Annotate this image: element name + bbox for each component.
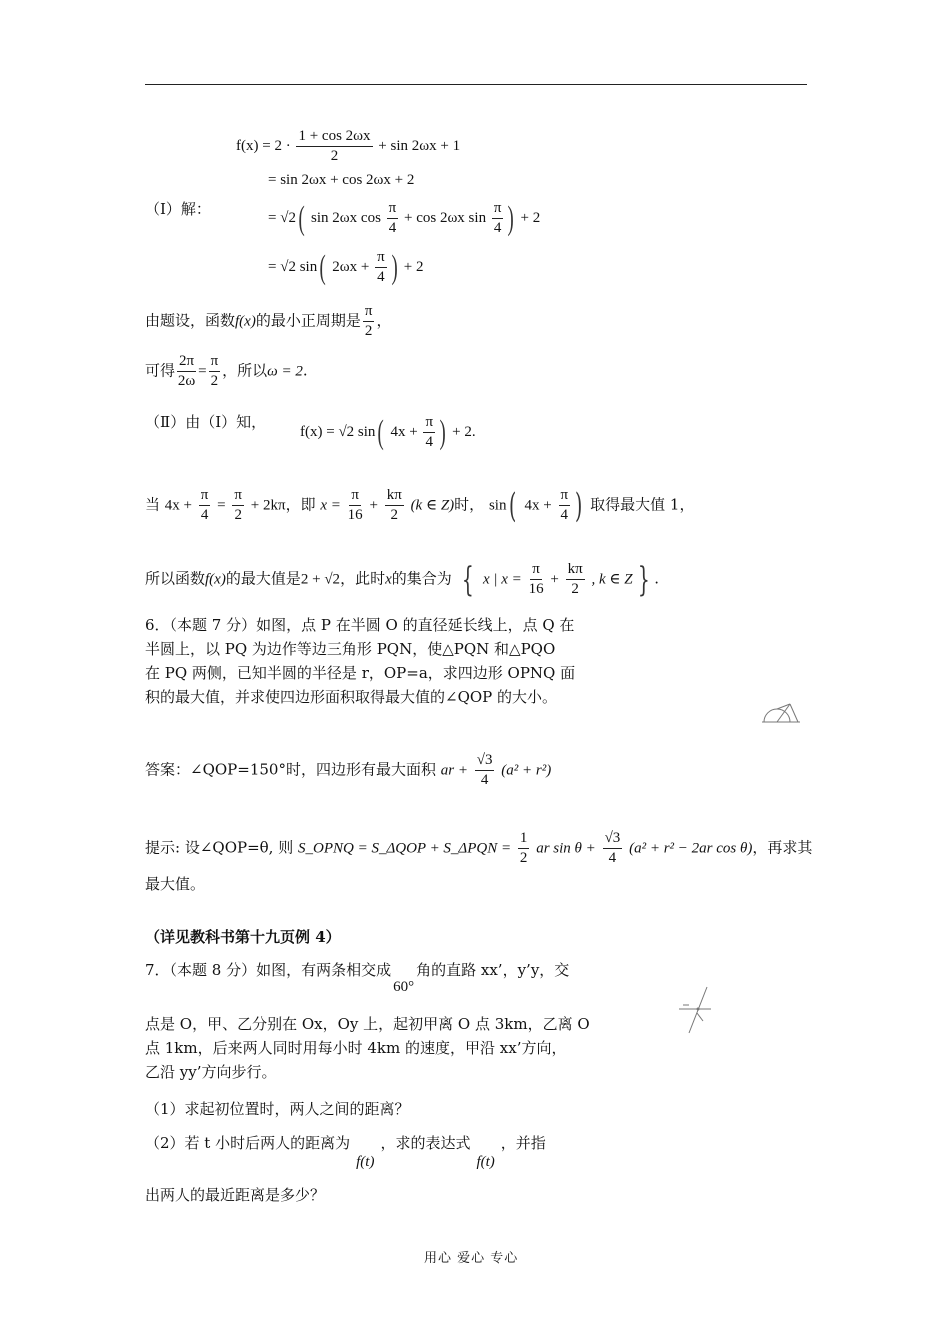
when-line: 当 4x + $\frac{\pi}{4}$ = $\frac{\pi}{2}$ + 2kπ，即 x = $\frac{\pi}{16}$ + $\frac{k\pi}{2}$ (k ∈ Z)时， sin( 4x + $\frac{\pi}{4}$ ) 取得最大值 1， bbox=[145, 485, 695, 526]
page-footer: 用心 爱心 专心 bbox=[424, 1251, 519, 1266]
q7-line-3: 点 1km，后来两人同时用每小时 4km 的速度，甲沿 xx’方向， bbox=[145, 1039, 567, 1057]
q6-line-3: 在 PQ 两侧，已知半圆的半径是 r，OP=a，求四边形 OPNQ 面 bbox=[145, 664, 576, 682]
q6-line-2: 半圆上，以 PQ 为边作等边三角形 PQN，使△PQN 和△PQO bbox=[145, 640, 556, 658]
part1-line1: f(x) = 2 · $\frac{1 + \cos 2\omega x}{2}$ + sin 2ωx + 1 bbox=[236, 128, 461, 164]
part1-line3: = √2( sin 2ωx cos $\frac{\pi}{4}$ + cos 2ωx sin $\frac{\pi}{4}$ ) + 2 bbox=[268, 199, 541, 237]
q7-sub2-line2: 出两人的最近距离是多少？ bbox=[145, 1186, 326, 1204]
period-line: 由题设，函数f(x)的最小正周期是 $\frac{\pi}{2}$ ， bbox=[145, 303, 392, 339]
textbook-reference: （详见教科书第十九页例 4） bbox=[145, 928, 341, 946]
semicircle-figure bbox=[760, 700, 802, 728]
q7-line-4: 乙沿 yy’方向步行。 bbox=[145, 1063, 277, 1081]
maxval-line: 所以函数f(x)的最大值是2 + √2，此时x的集合为 { x | x = $\frac{\pi}{16}$ + $\frac{k\pi}{2}$ , k ∈ Z } . bbox=[145, 559, 659, 600]
q6-line-1: 6．（本题 7 分）如图，点 P 在半圆 O 的直径延长线上，点 Q 在 bbox=[145, 616, 575, 634]
q7-sub1: （1）求起初位置时，两人之间的距离？ bbox=[145, 1100, 410, 1118]
q7-line-1: 7．（本题 8 分）如图，有两条相交成60°角的直路 xx’，y’y，交 bbox=[145, 961, 570, 995]
crossing-roads-figure bbox=[675, 985, 715, 1035]
part1-line4: = √2 sin( 2ωx + $\frac{\pi}{4}$ ) + 2 bbox=[268, 248, 424, 286]
part2-label: （Ⅱ）由（Ⅰ）知， bbox=[145, 413, 267, 431]
q6-hint: 提示: 设∠QOP=θ, 则 S_OPNQ = S_ΔQOP + S_ΔPQN = $\frac{1}{2}$ ar sin θ + $\frac{√3}{4}$ (a² + r² − 2ar cos θ)，再求其 bbox=[145, 830, 813, 866]
part2-expr: f(x) = √2 sin( 4x + $\frac{\pi}{4}$ ) + 2. bbox=[300, 413, 476, 451]
part1-line2: = sin 2ωx + cos 2ωx + 2 bbox=[268, 172, 415, 188]
q6-line-4: 积的最大值，并求使四边形面积取得最大值的∠QOP 的大小。 bbox=[145, 688, 558, 706]
q6-answer: 答案：∠QOP=150°时，四边形有最大面积 ar + $\frac{√3}{4}$ (a² + r²) bbox=[145, 752, 552, 788]
q7-line-2: 点是 O，甲、乙分别在 Ox，Oy 上，起初甲离 O 点 3km，乙离 O bbox=[145, 1015, 590, 1033]
omega-line: 可得 $\frac{2\pi}{2\omega}$ = $\frac{\pi}{2}$ ，所以ω = 2. bbox=[145, 353, 308, 389]
part1-label: （Ⅰ）解： bbox=[145, 200, 211, 218]
q7-sub2: （2）若 t 小时后两人的距离为f(t)，求的表达式f(t)，并指 bbox=[145, 1134, 546, 1170]
header-rule bbox=[145, 84, 807, 85]
q6-hint-line2: 最大值。 bbox=[145, 875, 206, 893]
